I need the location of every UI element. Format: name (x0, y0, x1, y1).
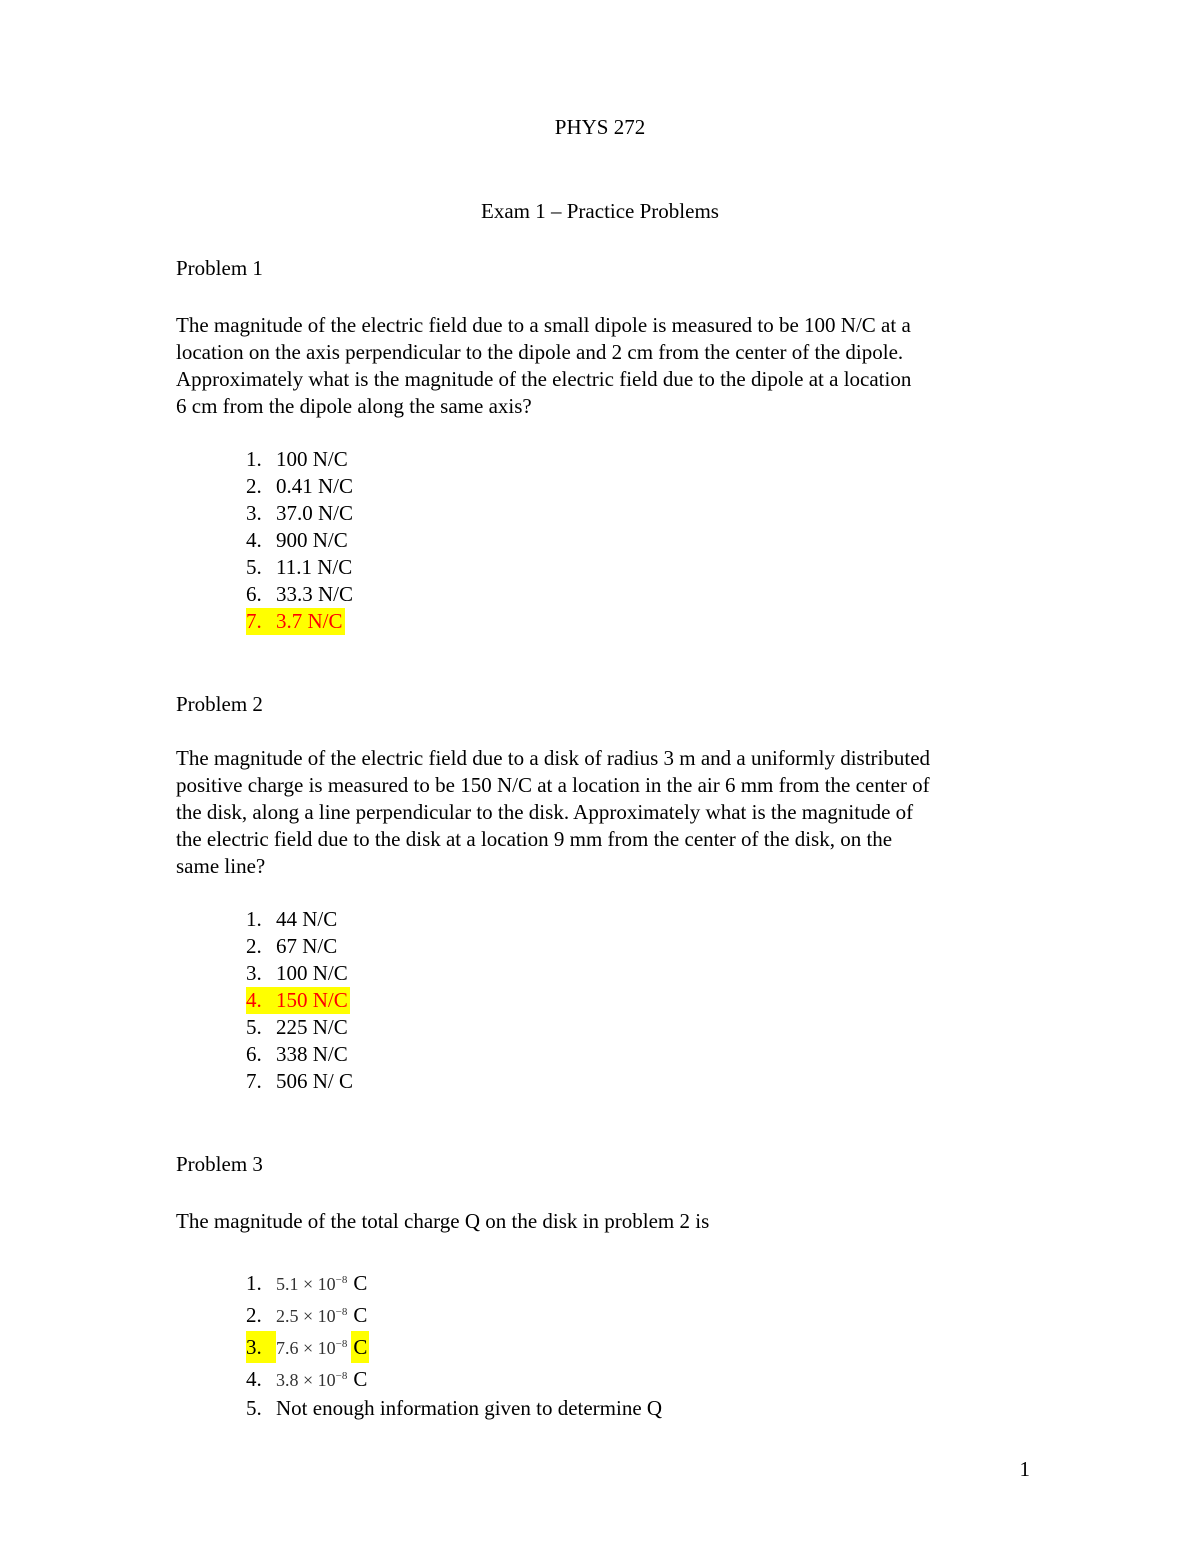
option-number: 4. (246, 528, 262, 552)
option-number: 1. (246, 447, 262, 471)
option-text: 11.1 N/C (276, 555, 353, 579)
course-code: PHYS 272 (554, 115, 646, 139)
option-number: 7. (246, 1069, 262, 1093)
list-item (246, 1041, 355, 1068)
unit: C (353, 1303, 368, 1327)
list-item (246, 554, 355, 581)
option-text: 506 N/ C (276, 1069, 354, 1093)
option-text: 338 N/C (276, 1042, 348, 1066)
option-number: 3. (246, 1335, 262, 1359)
exponent: −8 (335, 1370, 348, 1382)
option-text: 150 N/C (276, 988, 348, 1012)
problem-1-heading: Problem 1 (176, 256, 263, 280)
option-number: 6. (246, 582, 262, 606)
list-item (246, 1068, 355, 1095)
option-text: 225 N/C (276, 1015, 348, 1039)
option-number: 5. (246, 1396, 262, 1420)
problem-3-text: The magnitude of the total charge Q on the disk in problem 2 is (176, 1209, 710, 1233)
unit: C (353, 1271, 368, 1295)
option-number: 2. (246, 1303, 262, 1327)
scientific-value (276, 1296, 347, 1332)
scientific-value (276, 1360, 347, 1396)
list-item (246, 581, 355, 608)
problem-1-text: The magnitude of the electric field due to a small dipole is measured to be 100 N/C at a location on the axis perpendicular to the dipole and 2 cm from the center of the dipole. Approximately what is the magnitude of the electric field due to the dipole at a location 6 cm from the dipole along the same axis? (176, 313, 912, 418)
option-number: 4. (246, 988, 262, 1012)
problem-2-text: The magnitude of the electric field due to a disk of radius 3 m and a uniformly distributed positive charge is measured to be 150 N/C at a location in the air 6 mm from the center of the disk, along a line perpendicular to the disk. Approximately what is the magnitude of the electric field due to the disk at a location 9 mm from the center of the disk, on the same line? (176, 746, 931, 878)
exponent: −8 (335, 1274, 348, 1286)
list-item (246, 933, 355, 960)
scientific-value (276, 1328, 347, 1364)
mantissa: 3.8 × 10 (276, 1370, 336, 1390)
problem-1-options (246, 446, 355, 635)
option-text: 3.7 N/C (276, 609, 343, 633)
option-number: 5. (246, 555, 262, 579)
mantissa: 7.6 × 10 (276, 1338, 336, 1358)
list-item (246, 527, 355, 554)
document-title: Exam 1 – Practice Problems (481, 199, 719, 223)
option-number: 1. (246, 1271, 262, 1295)
option-text: 100 N/C (276, 447, 348, 471)
option-number: 3. (246, 961, 262, 985)
highlighted-answer (246, 1328, 662, 1360)
exponent: −8 (335, 1338, 348, 1350)
list-item (246, 960, 355, 987)
option-text: 33.3 N/C (276, 582, 354, 606)
option-number: 5. (246, 1015, 262, 1039)
option-text: 67 N/C (276, 934, 338, 958)
option-number: 4. (246, 1367, 262, 1391)
problem-3-heading: Problem 3 (176, 1152, 263, 1176)
list-item (246, 1392, 662, 1424)
option-number: 2. (246, 934, 262, 958)
problem-2-options (246, 906, 355, 1095)
problem-2-heading: Problem 2 (176, 692, 263, 716)
option-number: 3. (246, 501, 262, 525)
option-number: 7. (246, 609, 262, 633)
list-item (246, 446, 355, 473)
option-text: 37.0 N/C (276, 501, 354, 525)
mantissa: 5.1 × 10 (276, 1274, 336, 1294)
option-number: 2. (246, 474, 262, 498)
scientific-value (276, 1264, 347, 1300)
highlighted-answer (246, 608, 355, 635)
highlighted-answer (246, 987, 355, 1014)
option-text: 0.41 N/C (276, 474, 354, 498)
list-item (246, 473, 355, 500)
unit: C (353, 1367, 368, 1391)
option-number: 1. (246, 907, 262, 931)
mantissa: 2.5 × 10 (276, 1306, 336, 1326)
option-number: 6. (246, 1042, 262, 1066)
page-number: 1 (1019, 1457, 1030, 1481)
option-text: 44 N/C (276, 907, 338, 931)
problem-3-options (246, 1264, 662, 1424)
list-item (246, 1264, 662, 1296)
option-text: 100 N/C (276, 961, 348, 985)
option-text: 900 N/C (276, 528, 348, 552)
unit: C (351, 1331, 369, 1363)
list-item (246, 1360, 662, 1392)
list-item (246, 906, 355, 933)
option-text: Not enough information given to determine Q (276, 1396, 663, 1420)
list-item (246, 1296, 662, 1328)
list-item (246, 500, 355, 527)
exponent: −8 (335, 1306, 348, 1318)
list-item (246, 1014, 355, 1041)
